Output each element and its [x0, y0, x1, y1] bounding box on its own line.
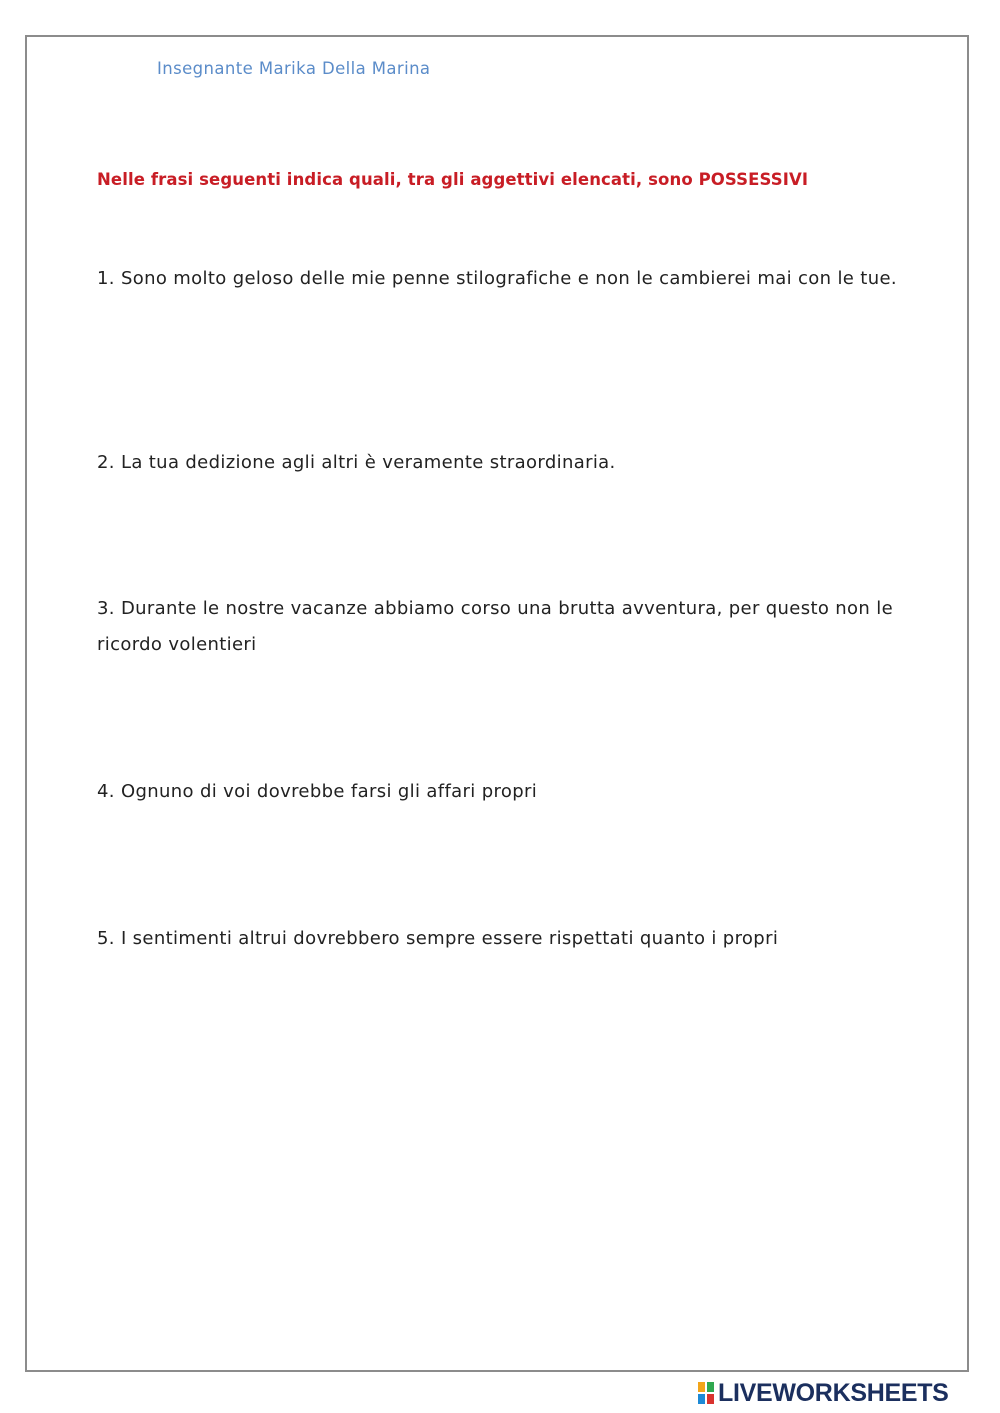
logo-text: LIVEWORKSHEETS — [718, 1378, 949, 1407]
instruction-title: Nelle frasi seguenti indica quali, tra gli aggettivi elencati, sono POSSESSIVI — [97, 170, 809, 189]
sentence-5: 5. I sentimenti altrui dovrebbero sempre essere rispettati quanto i propri — [97, 928, 779, 949]
sentence-2: 2. La tua dedizione agli altri è veramente straordinaria. — [97, 452, 616, 473]
liveworksheets-logo — [698, 1380, 949, 1406]
worksheet-page — [25, 35, 969, 1372]
teacher-name: Insegnante Marika Della Marina — [157, 59, 431, 78]
sentence-3: 3. Durante le nostre vacanze abbiamo corso una brutta avventura, per questo non le ricordo volentieri — [97, 598, 894, 655]
sentence-1: 1. Sono molto geloso delle mie penne stilografiche e non le cambierei mai con le tue. — [97, 268, 897, 289]
sentence-4: 4. Ognuno di voi dovrebbe farsi gli affari propri — [97, 781, 538, 802]
liveworksheets-logo-icon — [698, 1382, 714, 1404]
